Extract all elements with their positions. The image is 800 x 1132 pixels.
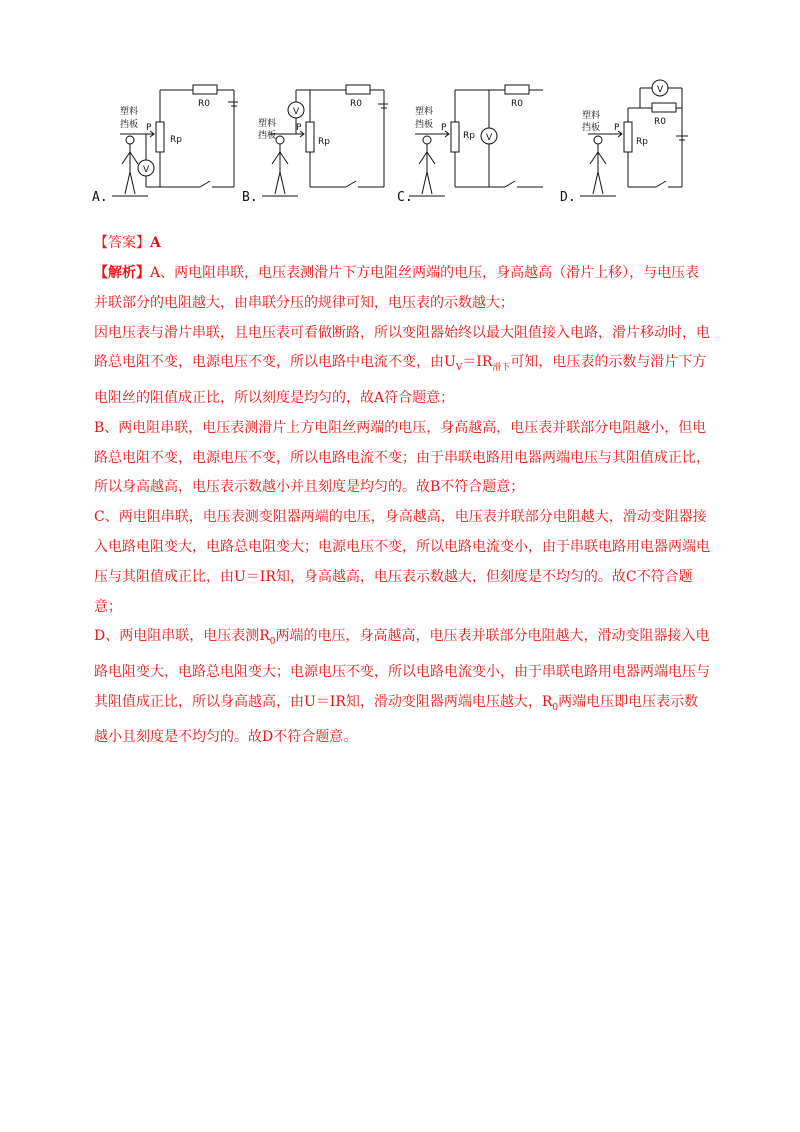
circuit-d-diagram [556, 72, 706, 212]
r0-label: R0 [511, 99, 523, 109]
plastic-board-label-2: 挡板 [415, 120, 434, 130]
figure-b [238, 72, 388, 212]
r0-label: R0 [198, 99, 210, 109]
figure-c [393, 72, 543, 212]
voltmeter-label: V [657, 85, 664, 95]
r0-label: R0 [350, 99, 362, 109]
figure-a-letter: A. [92, 190, 108, 205]
figure-d-letter: D. [560, 190, 576, 205]
analysis-a2-text-1: 因电压表与滑片串联，且电压表可看做断路，所以变阻器始终以最大阻值接入电路，滑片移动时，电路总电阻不变，电源电压不变，所以电路中电流不变，由U [94, 324, 710, 371]
circuit-figures [88, 72, 728, 212]
plastic-board-label-2: 挡板 [258, 131, 277, 141]
figure-d [556, 72, 706, 212]
circuit-a-diagram [88, 72, 238, 212]
circuit-b-diagram [238, 72, 388, 212]
slider-p-label: P [296, 123, 302, 133]
analysis-paragraph-c [94, 503, 710, 622]
plastic-board-label-1: 塑料 [120, 107, 139, 117]
analysis-paragraph-a2 [94, 319, 710, 414]
plastic-board-label-1: 塑料 [258, 119, 277, 129]
circuit-c-diagram [393, 72, 543, 212]
answer-line [94, 232, 161, 252]
analysis-d-text-2: 两端的电压，身高越高，电压表并联部分电阻越大，滑动变阻器接入电路电阻变大，电路总电阻变大；电源电压不变，所以电路电流变小，由于串联电路用电器两端电压与其阻值成正比，所以身高越高，由U＝IR知，滑动变阻器两端电压越大，R [94, 628, 710, 710]
analysis-d-text-3: 两端电压即电压表示数越小且刻度是不均匀的。故D不符合题意。 [94, 693, 699, 746]
figure-a [88, 72, 238, 212]
rp-label: Rp [170, 135, 182, 145]
analysis-a2-sub-slide: 滑下 [492, 363, 511, 374]
answer-tag: 【答案】 [94, 235, 150, 251]
rp-label: Rp [636, 137, 648, 147]
analysis-b-text: B、两电阻串联，电压表测滑片上方电阻丝两端的电压，身高越高，电压表并联部分电阻越小，但电路总电阻不变，电源电压不变，所以电路电流不变；由于串联电路用电器两端电压与其阻值成正比，所以身高越高，电压表示数越小并且刻度是均匀的。故B不符合题意； [94, 419, 710, 496]
r0-label: R0 [654, 117, 666, 127]
slider-p-label: P [614, 123, 620, 133]
voltmeter-label: V [143, 165, 150, 175]
analysis-block [94, 259, 710, 753]
figure-b-letter: B. [242, 190, 258, 205]
voltmeter-label: V [486, 133, 493, 143]
plastic-board-label-1: 塑料 [582, 111, 601, 121]
plastic-board-label-2: 挡板 [582, 123, 601, 133]
rp-label: Rp [463, 131, 475, 141]
analysis-d-sub-0b: 0 [552, 702, 559, 713]
analysis-paragraph-d [94, 622, 710, 753]
analysis-a2-text-3: 可知，电压表的示数与滑片下方电阻丝的阻值成正比，所以刻度是均匀的，故A符合题意； [94, 354, 707, 406]
answer-value: A [150, 235, 161, 251]
analysis-a-text: A、两电阻串联，电压表测滑片下方电阻丝两端的电压，身高越高（滑片上移），与电压表并联部分的电阻越大，由串联分压的规律可知，电压表的示数越大； [94, 265, 700, 311]
analysis-a2-sub-v: V [455, 363, 463, 374]
plastic-board-label-1: 塑料 [415, 107, 434, 117]
slider-p-label: P [441, 123, 447, 133]
plastic-board-label-2: 挡板 [120, 120, 139, 130]
analysis-paragraph-b [94, 414, 710, 503]
analysis-d-text-1: D、两电阻串联，电压表测R [94, 628, 270, 645]
slider-p-label: P [146, 123, 152, 133]
analysis-a2-text-2: ＝IR [462, 354, 493, 371]
analysis-tag: 【解析】 [94, 265, 150, 281]
figure-c-letter: C. [397, 190, 413, 205]
rp-label: Rp [318, 137, 330, 147]
voltmeter-label: V [293, 107, 300, 117]
analysis-paragraph-a [94, 259, 710, 319]
analysis-d-sub-0: 0 [269, 637, 276, 648]
analysis-c-text: C、两电阻串联，电压表测变阻器两端的电压，身高越高，电压表并联部分电阻越大，滑动变阻器接入电路电阻变大，电路总电阻变大；电源电压不变，所以电路电流变小，由于串联电路用电器两端电压与其阻值成正比，由U＝IR知，身高越高，电压表示数越大，但刻度是不均匀的。故C不符合题意； [94, 509, 710, 615]
